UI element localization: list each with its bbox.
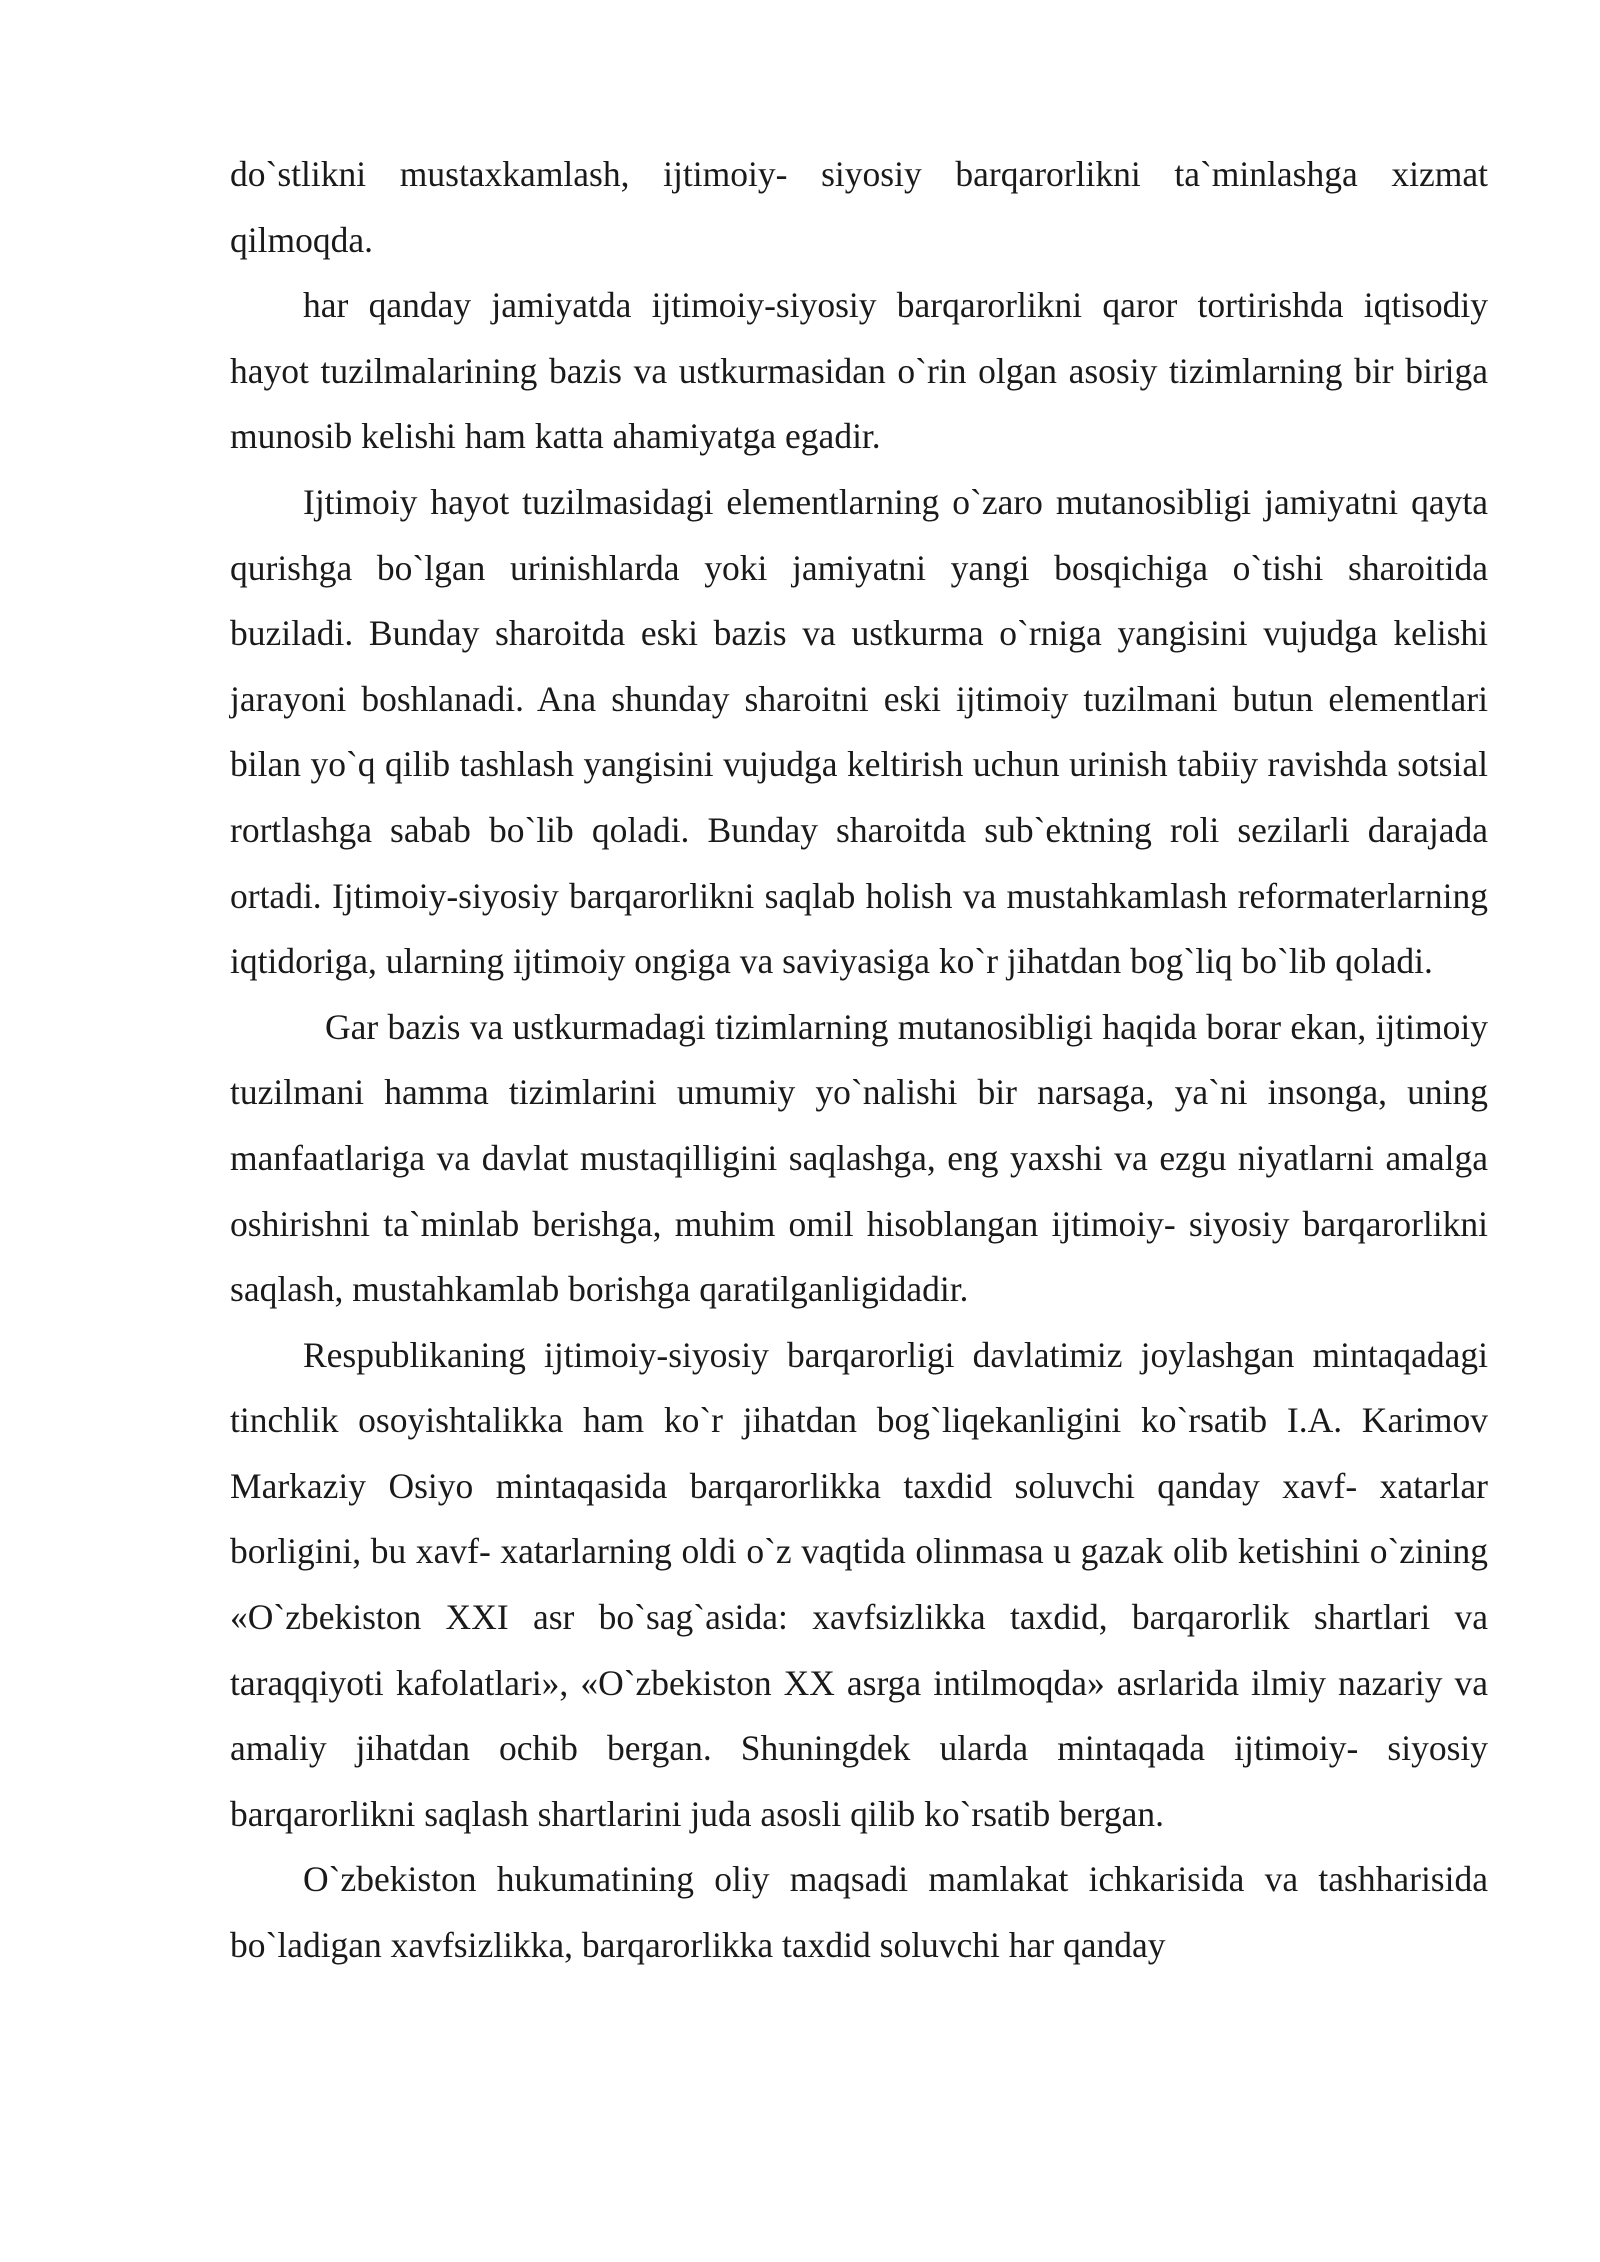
paragraph-1: do`stlikni mustaxkamlash, ijtimoiy- siyosiy barqarorlikni ta`minlashga xizmat qilmoqda.	[230, 154, 1488, 260]
paragraph-4: Gar bazis va ustkurmadagi tizimlarning mutanosibligi haqida borar ekan, ijtimoiy tuzilmani hamma tizimlarini umumiy yo`nalishi bir narsaga, ya`ni insonga, uning manfaatlariga va davlat mustaqilligini saqlashga, eng yaxshi va ezgu niyatlarni amalga oshirishni ta`minlab berishga, muhim omil hisoblangan ijtimoiy- siyosiy barqarorlikni saqlash, mustahkamlab borishga qaratilganligidadir.	[230, 1006, 1488, 1310]
paragraph-6: O`zbekiston hukumatining oliy maqsadi mamlakat ichkarisida va tashharisida bo`ladigan xavfsizlikka, barqarorlikka taxdid soluvchi har qanday	[230, 1859, 1488, 1966]
document-body	[230, 142, 1488, 1979]
paragraph-5: Respublikaning ijtimoiy-siyosiy barqarorligi davlatimiz joylashgan mintaqadagi tinchlik osoyishtalikka ham ko`r jihatdan bog`liqekanligini ko`rsatib I.A. Karimov Markaziy Osiyo mintaqasida barqarorlikka taxdid soluvchi qanday xavf- xatarlar borligini, bu xavf- xatarlarning oldi o`z vaqtida olinmasa u gazak olib ketishini o`zining «O`zbekiston XXI asr bo`sag`asida: xavfsizlikka taxdid, barqarorlik shartlari va taraqqiyoti kafolatlari», «O`zbekiston XX asrga intilmoqda» asrlarida ilmiy nazariy va amaliy jihatdan ochib bergan. Shuningdek ularda mintaqada ijtimoiy- siyosiy barqarorlikni saqlash shartlarini juda asosli qilib ko`rsatib bergan.	[230, 1334, 1488, 1834]
paragraph-2: har qanday jamiyatda ijtimoiy-siyosiy barqarorlikni qaror tortirishda iqtisodiy hayot tuzilmalarining bazis va ustkurmasidan o`rin olgan asosiy tizimlarning bir biriga munosib kelishi ham katta ahamiyatga egadir.	[230, 285, 1488, 457]
paragraph-3: Ijtimoiy hayot tuzilmasidagi elementlarning o`zaro mutanosibligi jamiyatni qayta qurishga bo`lgan urinishlarda yoki jamiyatni yangi bosqichiga o`tishi sharoitida buziladi. Bunday sharoitda eski bazis va ustkurma o`rniga yangisini vujudga kelishi jarayoni boshlanadi. Ana shunday sharoitni eski ijtimoiy tuzilmani butun elementlari bilan yo`q qilib tashlash yangisini vujudga keltirish uchun urinish tabiiy ravishda sotsial rortlashga sabab bo`lib qoladi. Bunday sharoitda sub`ektning roli sezilarli darajada ortadi. Ijtimoiy-siyosiy barqarorlikni saqlab holish va mustahkamlash reformaterlarning iqtidoriga, ularning ijtimoiy ongiga va saviyasiga ko`r jihatdan bog`liq bo`lib qoladi.	[230, 481, 1488, 982]
